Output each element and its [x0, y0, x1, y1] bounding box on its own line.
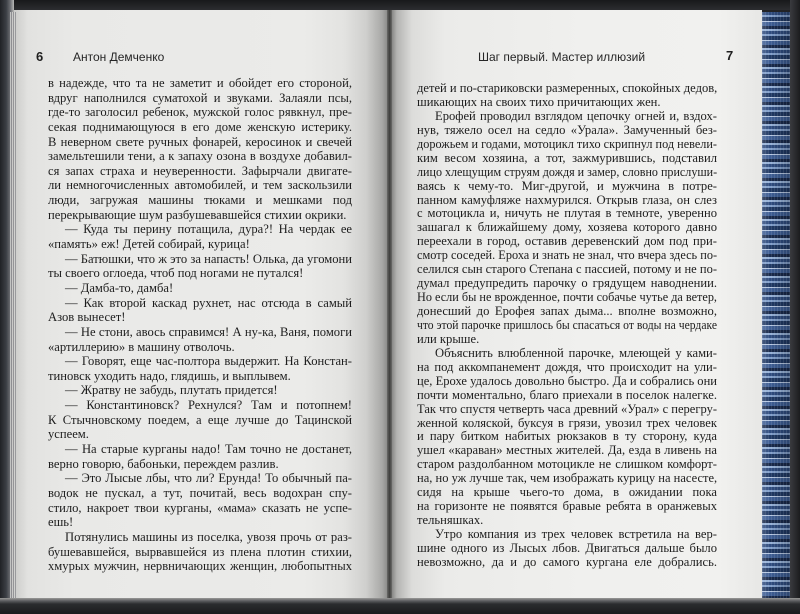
text-line: детей и по-стариковски размеренных, спокойных дедов,: [417, 81, 718, 95]
paragraph: [48, 471, 352, 530]
text-line: на горизонте не появятся бравые ребята в оранжевых: [417, 499, 717, 514]
text-line: переехали в город, оставив деревенский дом под при-: [417, 234, 717, 249]
text-line: — Дамба-то, дамба!: [65, 280, 174, 295]
text-line: смотр соседей. Ероха и знать не знал, что вчера здесь по-: [417, 248, 718, 263]
text-line: Объяснить влюбленной парочке, млеющей у ками-: [435, 345, 717, 360]
text-line: или крыше.: [417, 331, 480, 346]
book-spine-fold: [387, 10, 392, 598]
text-line: водок не пускал, а тут, почитай, весь водохран спу-: [48, 485, 352, 500]
text-line: — На старые курганы надо! Там точно не достанет,: [65, 442, 352, 457]
text-line: лицо хлещущим струям дождя и замер, словно прислуши-: [417, 164, 718, 179]
top-background: [0, 0, 800, 10]
text-line: ты своего оглоеда, чтоб под ногами не путался!: [48, 266, 304, 281]
text-line: ушел «караван» местных жителей. Да, езда в ливень на: [417, 443, 717, 458]
text-line: верно говорю, бабоньки, переждем разлив.: [48, 456, 279, 471]
text-line: «артиллерию» в машину отволочь.: [48, 339, 235, 354]
text-line: бушевавшейся, вырвавшейся из плена плотин стихии,: [48, 544, 352, 559]
paragraph: [417, 347, 717, 528]
bottom-background: [0, 598, 800, 614]
paragraph: [48, 530, 352, 574]
paragraph: [417, 110, 717, 347]
text-line: — Батюшки, что ж это за напасть! Олька, да угомони: [65, 251, 352, 266]
text-line: на, но уж лучше так, чем изображать курицу на насесте,: [417, 471, 718, 486]
text-line: успеем.: [48, 427, 89, 442]
text-line: ешь!: [48, 515, 74, 530]
paragraph: [417, 82, 717, 110]
text-line: шине одного из Лысых лбов. Двигаться дальше было: [417, 540, 717, 555]
text-line: с мотоцикла и, ничуть не плутая в темноте, уверенно: [417, 206, 717, 221]
text-line: селился сын старого Степана с пассией, потому и не по-: [417, 262, 717, 277]
left-page-number: 6: [36, 49, 44, 64]
text-line: «память» еж! Детей собирай, курица!: [48, 237, 250, 252]
text-line: Утро компания из трех человек встретила на вер-: [435, 527, 717, 541]
paragraph: [48, 325, 352, 354]
text-line: панном камуфляже нахмурился. Открыв глаза, он слез: [417, 192, 717, 207]
paragraph: [48, 76, 352, 222]
paragraph: [48, 222, 352, 251]
text-line: перекрывающие шум разбушевавшейся стихии окрики.: [48, 207, 347, 222]
text-line: вдруг наполнился суматохой и звуками. Залаяли псы,: [48, 90, 352, 105]
text-line: стило, накроет твои курганы, «мама» сказать не успе-: [48, 500, 352, 515]
text-line: замельтешили тени, а к запаху озона в воздухе добавил-: [48, 149, 352, 164]
text-line: почти моментально, благо приехали в поселок налегке.: [417, 387, 717, 402]
text-line: — Это Лысые лбы, что ли? Ерунда! То обычный па-: [65, 471, 352, 486]
text-line: Азов вынесет!: [48, 310, 126, 325]
right-page-stack-lines: [762, 12, 790, 600]
text-line: хмурых мужчин, нервничающих женщин, любопытных: [48, 559, 352, 574]
text-line: тельняшках.: [417, 513, 484, 528]
text-line: что этой парочке пришлось бы спасаться от воды на чердаке: [417, 317, 717, 332]
text-line: В неверном свете ручных фонарей, керосинок и свечей: [48, 134, 352, 149]
text-line: — Не стони, авось справимся! А ну-ка, Ваня, помоги: [65, 324, 352, 339]
paragraph: [48, 442, 352, 471]
paragraph: [417, 528, 717, 570]
paragraph: [48, 252, 352, 281]
text-line: шикающих на своих тихо причитающих жен.: [417, 94, 661, 109]
text-line: — Константиновск? Рехнулся? Там и потопнем!: [65, 398, 352, 413]
paragraph: [48, 398, 352, 442]
left-page-stack-edge: [10, 12, 16, 598]
text-line: — Как второй каскад рухнет, нас отсюда в самый: [65, 295, 352, 310]
text-line: ваясь к чему-то. Миг-другой, и мужчина в потре-: [417, 178, 717, 193]
left-page-text: [48, 76, 352, 574]
text-line: старом раздолбанном мотоцикле не слишком комфорт-: [417, 457, 717, 472]
text-line: люди, загружая машины тюками и мешками под: [48, 193, 352, 208]
text-line: невозможно, да и до самого кургана еле добрались.: [417, 554, 717, 569]
text-line: зашагал к ближайшему дому, хозяева которого давно: [417, 220, 717, 235]
text-line: Потянулись машины из поселка, увозя прочь от раз-: [65, 529, 352, 544]
text-line: — Говорят, еще час-полтора выдержит. На Констан-: [65, 354, 352, 369]
right-page-text: [417, 82, 717, 570]
text-line: Так что спустя четверть часа древний «Урал» с перегру-: [417, 401, 717, 416]
text-line: це, Ерохе удалось довольно быстро. Да и собрались они: [417, 373, 718, 388]
text-line: К Стычновскому поедем, а еще лучше до Тацинской: [48, 412, 352, 427]
paragraph: [48, 281, 352, 296]
text-line: нув, тяжело осел на седло «Урала». Замученный без-: [417, 122, 717, 137]
text-line: где-то заголосил ребенок, мужской голос рявкнул, пре-: [48, 105, 352, 120]
paragraph: [48, 383, 352, 398]
left-running-head: Антон Демченко: [73, 50, 165, 64]
text-line: Но если бы не врожденное, почти собачье чутье да ветер,: [417, 290, 717, 305]
text-line: Ерофей проводил взглядом цепочку огней и, вздох-: [435, 108, 717, 123]
text-line: ким весом хозяина, а тот, зажмурившись, подставил: [417, 150, 717, 165]
text-line: ли немногочисленных автомобилей, и тем заскользили: [48, 178, 352, 193]
text-line: ся запах страха и неуверенности. Зафырчали двигате-: [48, 163, 352, 178]
text-line: — Куда ты перину потащила, дура?! На чердак ее: [65, 222, 352, 237]
text-line: — Жратву не забудь, плутать придется!: [65, 383, 278, 398]
text-line: сидя на крыше чьего-то дома, в ожидании пока: [417, 485, 717, 500]
book-cover-right-edge: [790, 0, 800, 614]
text-line: женной коляской, буксуя в грязи, увозил трех человек: [417, 415, 717, 430]
text-line: секая поднимающуюся в его доме женскую истерику.: [48, 119, 352, 134]
right-page-number: 7: [726, 48, 734, 63]
right-running-head: Шаг первый. Мастер иллюзий: [478, 50, 646, 64]
paragraph: [48, 354, 352, 383]
text-line: и пару битком набитых рюкзаков в ту сторону, куда: [417, 429, 717, 444]
paragraph: [48, 296, 352, 325]
text-line: думал предупредить парочку о грядущем наводнении.: [417, 276, 717, 291]
text-line: на под аккомпанемент дождя, что происходит на ули-: [417, 359, 717, 374]
text-line: в надежде, что та не заметит и обойдет его стороной,: [48, 76, 352, 90]
text-line: дорожьем и годами, мотоцикл тихо скрипнул под невели-: [417, 136, 717, 151]
text-line: донесший до Ерофея запах дыма... вполне возможно,: [417, 304, 717, 318]
text-line: тиновск уходить надо, глядишь, и выплывем.: [48, 368, 291, 383]
